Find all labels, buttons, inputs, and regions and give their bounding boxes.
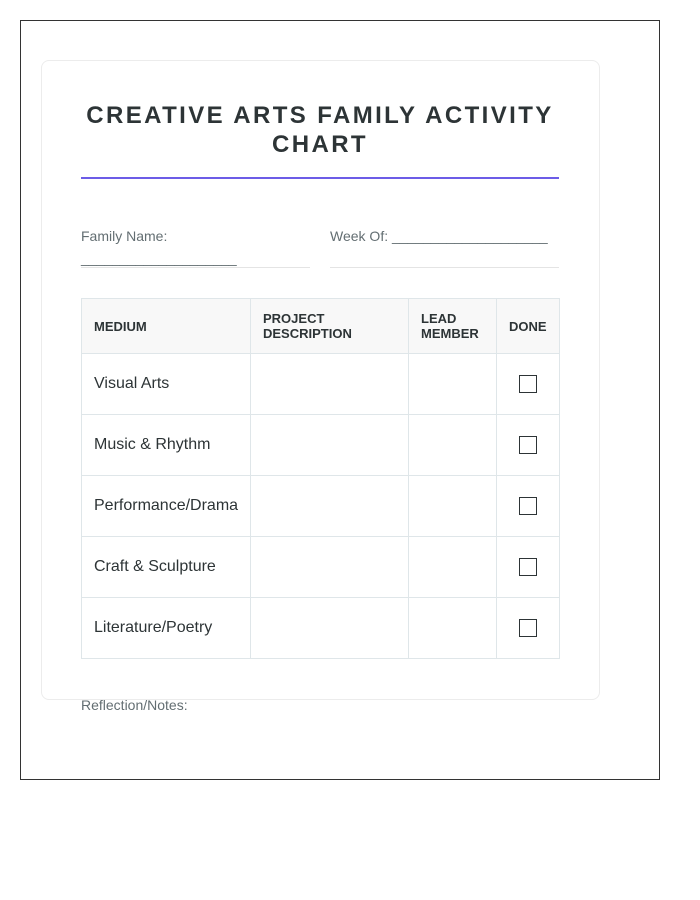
lead-member-cell[interactable] bbox=[409, 476, 497, 537]
done-cell bbox=[497, 598, 560, 659]
header-medium: MEDIUM bbox=[82, 299, 251, 354]
table-header-row bbox=[82, 299, 560, 354]
chart-title: CREATIVE ARTS FAMILY ACTIVITY CHART bbox=[86, 102, 554, 158]
done-checkbox[interactable] bbox=[519, 436, 537, 454]
table-row bbox=[82, 598, 560, 659]
done-checkbox[interactable] bbox=[519, 375, 537, 393]
lead-member-cell[interactable] bbox=[409, 537, 497, 598]
header-lead-member: LEAD MEMBER bbox=[409, 299, 497, 354]
done-checkbox[interactable] bbox=[519, 558, 537, 576]
done-cell bbox=[497, 537, 560, 598]
header-done: DONE bbox=[497, 299, 560, 354]
description-cell[interactable] bbox=[251, 537, 409, 598]
medium-cell: Performance/Drama bbox=[82, 476, 251, 537]
done-cell bbox=[497, 415, 560, 476]
table-row bbox=[82, 415, 560, 476]
table-row bbox=[82, 537, 560, 598]
description-cell[interactable] bbox=[251, 598, 409, 659]
medium-cell: Music & Rhythm bbox=[82, 415, 251, 476]
activity-table bbox=[81, 298, 560, 659]
title-divider bbox=[81, 177, 559, 179]
reflection-notes-label: Reflection/Notes: bbox=[81, 697, 188, 713]
week-of-label: Week Of: ____________________ bbox=[330, 228, 548, 244]
header-project-description: PROJECT DESCRIPTION bbox=[251, 299, 409, 354]
done-checkbox[interactable] bbox=[519, 497, 537, 515]
medium-cell: Literature/Poetry bbox=[82, 598, 251, 659]
family-name-label: Family Name: ____________________ bbox=[81, 228, 237, 266]
description-cell[interactable] bbox=[251, 415, 409, 476]
medium-cell: Craft & Sculpture bbox=[82, 537, 251, 598]
description-cell[interactable] bbox=[251, 476, 409, 537]
description-cell[interactable] bbox=[251, 354, 409, 415]
done-cell bbox=[497, 476, 560, 537]
lead-member-cell[interactable] bbox=[409, 598, 497, 659]
done-checkbox[interactable] bbox=[519, 619, 537, 637]
family-name-field[interactable] bbox=[81, 225, 310, 268]
medium-cell: Visual Arts bbox=[82, 354, 251, 415]
lead-member-cell[interactable] bbox=[409, 354, 497, 415]
lead-member-cell[interactable] bbox=[409, 415, 497, 476]
week-of-field[interactable] bbox=[330, 225, 559, 268]
table-row bbox=[82, 476, 560, 537]
table-row bbox=[82, 354, 560, 415]
done-cell bbox=[497, 354, 560, 415]
